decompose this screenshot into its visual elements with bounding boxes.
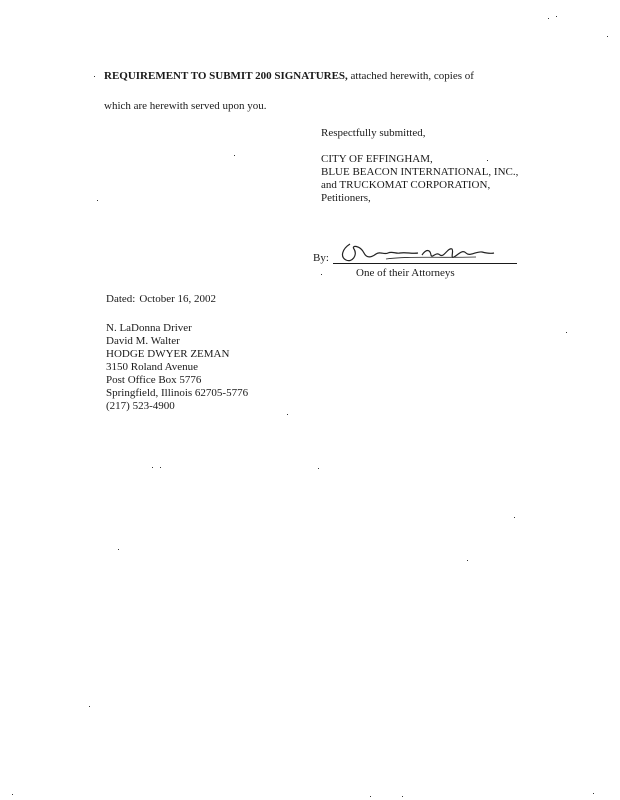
petitioner-line: and TRUCKOMAT CORPORATION, (321, 179, 491, 191)
counsel-line: HODGE DWYER ZEMAN (106, 348, 230, 360)
scan-speck (566, 332, 567, 333)
scan-speck (318, 468, 319, 469)
scan-speck (287, 414, 288, 415)
scan-speck (370, 796, 371, 797)
petitioner-line: CITY OF EFFINGHAM, (321, 153, 433, 165)
scan-speck (97, 200, 98, 201)
scan-speck (94, 76, 95, 77)
scan-speck (467, 560, 468, 561)
body-line-1 (104, 70, 474, 83)
petitioner-line: BLUE BEACON INTERNATIONAL, INC., (321, 166, 519, 178)
scan-speck (548, 18, 549, 19)
dated-date: October 16, 2002 (139, 293, 217, 305)
scan-speck (321, 274, 322, 275)
body-line-2: which are herewith served upon you. (104, 100, 267, 112)
counsel-line: Post Office Box 5776 (106, 374, 202, 386)
scan-speck (160, 467, 161, 468)
by-label: By: (313, 252, 329, 264)
dated-line (106, 293, 216, 306)
counsel-line: David M. Walter (106, 335, 180, 347)
scan-speck (514, 517, 515, 518)
scan-speck (593, 793, 594, 794)
scan-speck (402, 796, 403, 797)
scan-speck (152, 467, 153, 468)
counsel-line: N. LaDonna Driver (106, 322, 192, 334)
handwritten-signature (336, 241, 496, 265)
counsel-line: (217) 523-4900 (106, 400, 175, 412)
body-line-1-rest: attached herewith, copies of (347, 70, 474, 82)
requirement-title: REQUIREMENT TO SUBMIT 200 SIGNATURES, (104, 70, 348, 82)
counsel-line: Springfield, Illinois 62705-5776 (106, 387, 249, 399)
scan-speck (556, 16, 557, 17)
scan-speck (234, 155, 235, 156)
scan-speck (12, 794, 13, 795)
respectfully-submitted: Respectfully submitted, (321, 127, 426, 139)
dated-label: Dated: (106, 293, 136, 305)
counsel-block (106, 322, 248, 413)
signature-line (333, 263, 517, 264)
scan-speck (89, 706, 90, 707)
counsel-line: 3150 Roland Avenue (106, 361, 199, 373)
scan-speck (487, 160, 488, 161)
signature-caption: One of their Attorneys (356, 267, 455, 279)
petitioners-block (321, 153, 518, 205)
scan-speck (607, 36, 608, 37)
petitioner-line: Petitioners, (321, 192, 371, 204)
scan-speck (118, 549, 119, 550)
